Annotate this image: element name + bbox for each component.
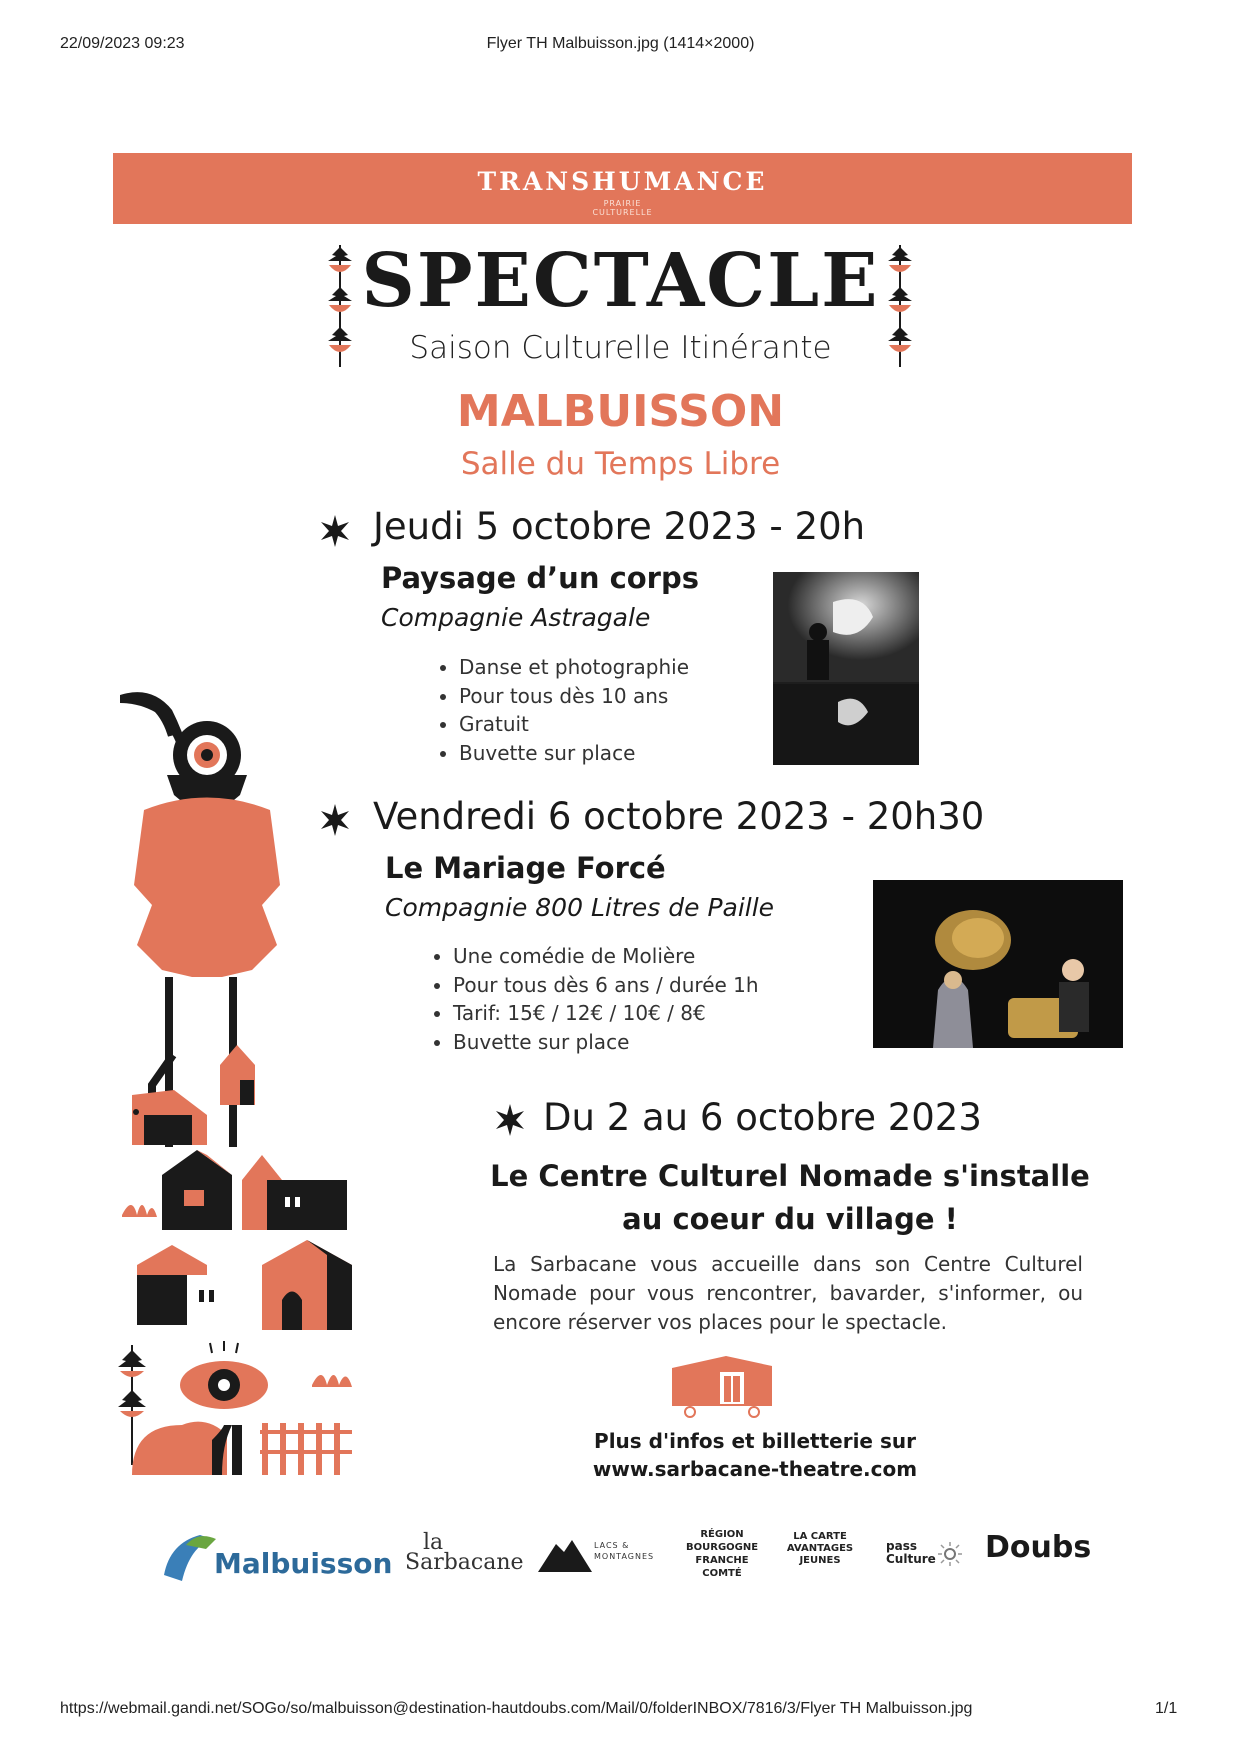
list-item: • Gratuit [459,710,689,739]
village-creature-illustration [112,685,407,1490]
event2-show-title: Le Mariage Forcé [385,851,666,885]
centre-title [480,1155,1100,1241]
mobile-cabin-icon [668,1352,776,1418]
lacs-montagnes-text: LACS & MONTAGNES [594,1541,655,1561]
website-link[interactable]: www.sarbacane-theatre.com [592,1457,918,1481]
event2-photo [873,880,1123,1048]
list-item: • Danse et photographie [459,653,689,682]
list-item: • Buvette sur place [453,1028,759,1057]
doubs-logo: Doubs [985,1530,1092,1565]
event1-company: Compagnie Astragale [381,603,651,632]
centre-date: Du 2 au 6 octobre 2023 [543,1096,982,1139]
event2-company: Compagnie 800 Litres de Paille [385,893,775,922]
star-bullet-icon [493,1103,527,1137]
infos-block [530,1427,980,1483]
page-title: SPECTACLE [361,238,880,324]
banner-sub-prairie: PRAIRIE [603,199,642,208]
venue-name: Salle du Temps Libre [460,446,781,482]
event2-date: Vendredi 6 octobre 2023 - 20h30 [373,795,985,838]
pass-culture-logo: pass Culture [886,1539,936,1566]
malbuisson-logo [160,1525,393,1585]
mountain-icon [538,1536,592,1572]
banner-title: TRANSHUMANCE [477,167,768,196]
event1-date: Jeudi 5 octobre 2023 - 20h [373,505,866,548]
season-subtitle: Saison Culturelle Itinérante [409,330,832,366]
sarbacane-logo-top: la [423,1530,444,1555]
event1-details-list [437,653,689,767]
list-item: • Buvette sur place [459,739,689,768]
event1-photo [773,572,919,765]
malbuisson-landscape-icon [160,1525,220,1585]
lacs-montagnes-logo [538,1530,668,1580]
carte-avantages-jeunes-logo: LA CARTE AVANTAGES JEUNES [786,1531,854,1566]
event2-details-list [431,942,759,1056]
transhumance-banner [113,153,1132,224]
list-item: • Tarif: 15€ / 12€ / 10€ / 8€ [453,999,759,1028]
banner-subtitle [113,199,1132,217]
event1-show-title: Paysage d’un corps [381,561,700,595]
banner-sub-culturelle: CULTURELLE [592,208,653,217]
list-item: • Pour tous dès 10 ans [459,682,689,711]
list-item: • Pour tous dès 6 ans / durée 1h [453,971,759,1000]
malbuisson-logo-text: Malbuisson [214,1547,393,1580]
print-timestamp: 22/09/2023 09:23 [60,35,185,52]
centre-title-line1: Le Centre Culturel Nomade s'installe [490,1159,1090,1193]
region-bfc-logo: RÉGION BOURGOGNE FRANCHE COMTÉ [686,1529,759,1579]
infos-label: Plus d'infos et billetterie sur [594,1429,916,1453]
sarbacane-logo [405,1530,525,1585]
print-url[interactable]: https://webmail.gandi.net/SOGo/so/malbuisson@destination-hautdoubs.com/Mail/0/folderINBOX/7816/3/Flyer TH Malbuisson.jpg [60,1700,973,1717]
centre-description: La Sarbacane vous accueille dans son Centre Culturel Nomade pour vous rencontrer, bavarder, s'informer, ou encore réserver vos places pour le spectacle. [493,1252,1083,1334]
sarbacane-logo-text: Sarbacane [405,1550,524,1575]
print-page-title: Flyer TH Malbuisson.jpg (1414×2000) [486,35,755,52]
list-item: • Une comédie de Molière [453,942,759,971]
town-name: MALBUISSON [456,386,785,437]
print-page-count: 1/1 [1155,1700,1178,1717]
centre-title-line2: au coeur du village ! [622,1202,958,1236]
star-bullet-icon [318,514,352,548]
pass-culture-sun-icon [938,1542,962,1566]
